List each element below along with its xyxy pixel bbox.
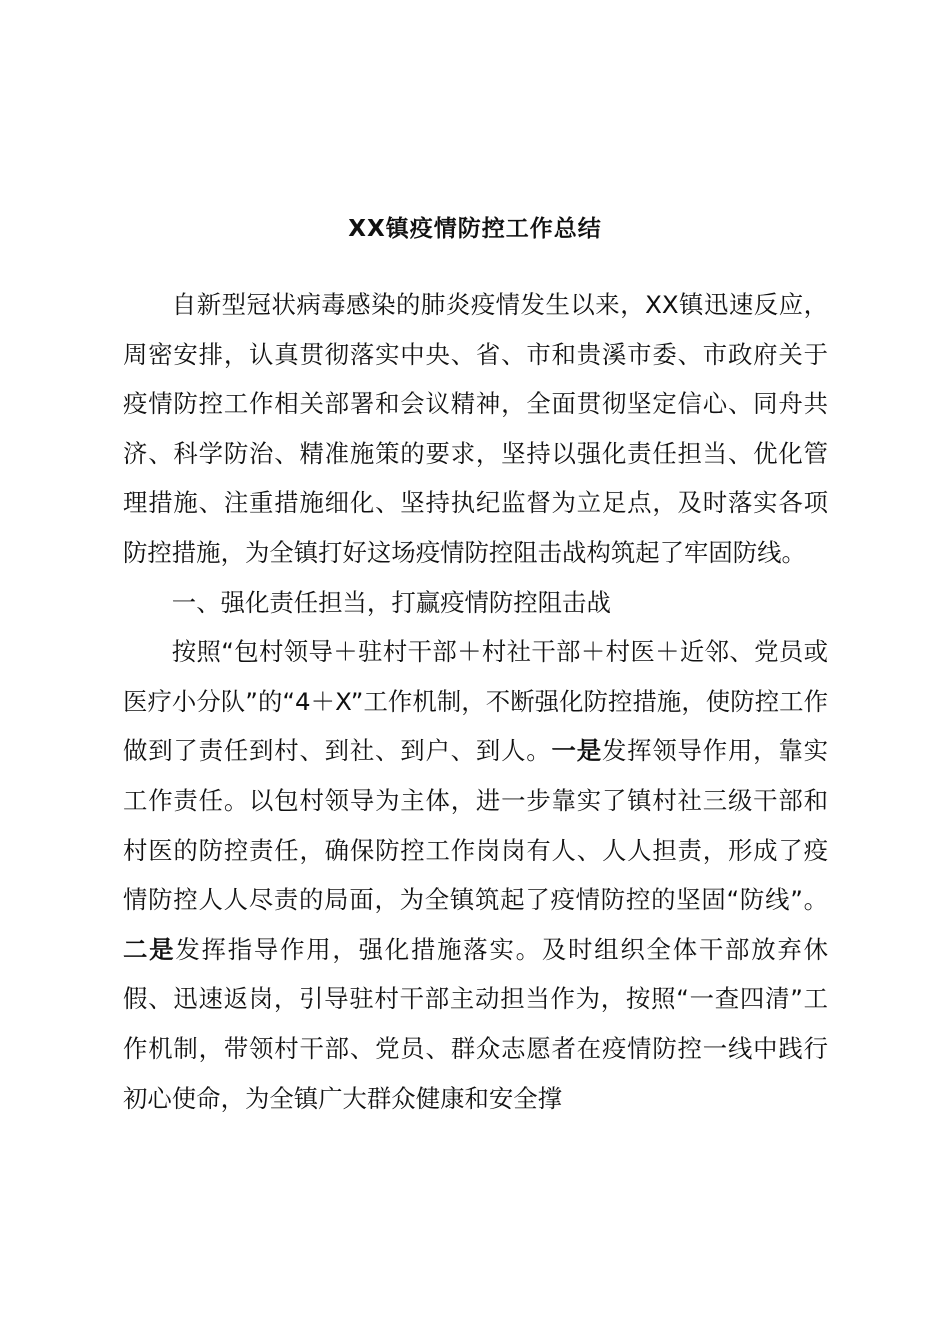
point-marker-1: 一是: [551, 736, 602, 766]
intro-paragraph: 自新型冠状病毒感染的肺炎疫情发生以来，XX镇迅速反应，周密安排，认真贯彻落实中央、省、市和贵溪市委、市政府关于疫情防控工作相关部署和会议精神，全面贯彻坚定信心、同舟共济、科学防治、精准施策的要求，坚持以强化责任担当、优化管理措施、注重措施细化、坚持执纪监督为立足点，及时落实各项防控措施，为全镇打好这场疫情防控阻击战构筑起了牢固防线。: [123, 290, 828, 567]
document-body: [123, 280, 828, 1123]
point-text-1: 发挥领导作用，靠实工作责任。以包村领导为主体，进一步靠实了镇村社三级干部和村医的防控责任，确保防控工作岗岗有人、人人担责，形成了疫情防控人人尽责的局面，为全镇筑起了疫情防控的坚固“防线”。: [123, 736, 828, 915]
section-intro-text: 按照“包村领导＋驻村干部＋村社干部＋村医＋近邻、党员或医疗小分队”的“4＋X”工作机制，不断强化防控措施，使防控工作做到了责任到村、到社、到户、到人。: [123, 637, 828, 766]
section-paragraph: [123, 627, 828, 1123]
point-text-2: 发挥指导作用，强化措施落实。及时组织全体干部放弃休假、迅速返岗，引导驻村干部主动担当作为，按照“一查四清”工作机制，带领村干部、党员、群众志愿者在疫情防控一线中践行初心使命，为全镇广大群众健康和安全撑: [123, 934, 828, 1113]
section-heading: 一、强化责任担当，打赢疫情防控阻击战: [171, 587, 611, 617]
document-title: XX镇疫情防控工作总结: [348, 216, 602, 242]
point-marker-2: 二是: [123, 934, 176, 964]
